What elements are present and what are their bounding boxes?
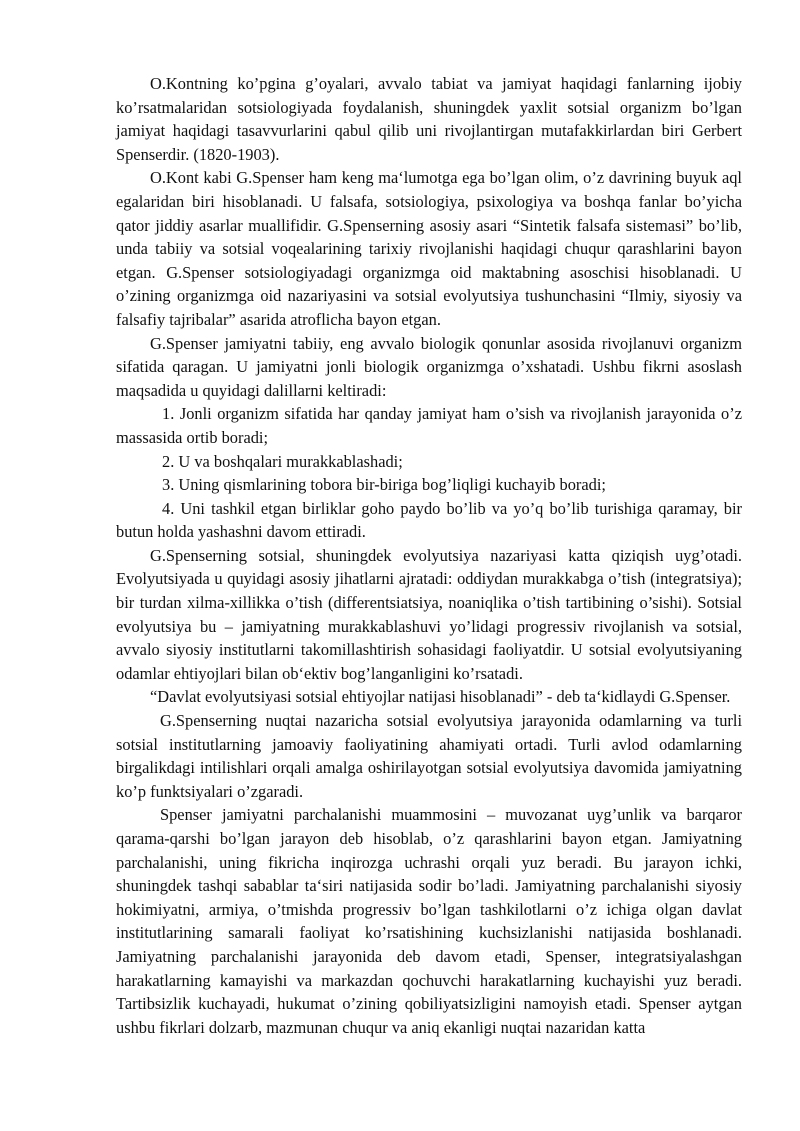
list-item-4: 4. Uni tashkil etgan birliklar goho paydo bo’lib va yo’q bo’lib turishiga qaramay, bir butun holda yashashni davom ettiradi.: [116, 498, 742, 542]
paragraph-disintegration: Spenser jamiyatni parchalanishi muammosini – muvozanat uyg’unlik va barqaror qarama-qarshi bo’lgan jarayon deb hisoblab, o’z qarashlarini bayon etgan. Jamiyatning parchalanishi, uning fikricha inqirozga uchrashi orqali yuz beradi. Bu jarayon ichki, shuningdek tashqi sabablar ta‘siri natijasida sodir bo’ladi. Jamiyatning parchalanishi siyosiy hokimiyatni, armiya, o’tmishda progressiv bo’lgan tashkilotlarni o’z ichiga olgan davlat institutlarining samarali faoliyat ko’rsatishining kuchsizlanishi natijasida boshlanadi. Jamiyatning parchalanishi jarayonida deb davom etadi, Spenser, integratsiyalashgan harakatlarning kamayishi va markazdan qochuvchi harakatlarning kuchayishi yuz beradi. Tartibsizlik kuchayadi, hukumat o’zining qobiliyatsizligini namoyish etadi. Spenser aytgan ushbu fikrlari dolzarb, mazmunan chuqur va aniq ekanligi nuqtai nazaridan katta: [116, 805, 742, 1037]
paragraph-evolution: G.Spenserning sotsial, shuningdek evolyutsiya nazariyasi katta qiziqish uyg’otadi. Evolyutsiyada u quyidagi asosiy jihatlarni ajratadi: oddiydan murakkabga o’tish (integratsiya); bir turdan xilma-xillikka o’tish (differentsiatsiya, noaniqlika o’tish tartibining o’sishi). Sotsial evolyutsiya bu – jamiyatning murakkablashuvi yo’lidagi progressiv rivojlanish va sotsial, avvalo siyosiy institutlarni takomillashtirish sohasidagi faoliyatdir. U sotsial evolyutsiyaning odamlar ehtiyojlari bilan ob‘ektiv bog’langanligini ko’rsatadi.: [116, 545, 742, 683]
list-item-1: 1. Jonli organizm sifatida har qanday jamiyat ham o’sish va rivojlanish jarayonida o’z massasida ortib boradi;: [116, 404, 742, 447]
paragraph-organism: G.Spenser jamiyatni tabiiy, eng avvalo biologik qonunlar asosida rivojlanuvi organizm sifatida qaragan. U jamiyatni jonli biologik organizmga o’xshatadi. Ushbu fikrni asoslash maqsadida u quyidagi dalillarni keltiradi:: [116, 333, 742, 400]
paragraph-quote: “Davlat evolyutsiyasi sotsial ehtiyojlar natijasi hisoblanadi” - deb ta‘kidlaydi G.Spenser.: [150, 687, 731, 707]
paragraph-spenser-bio: O.Kont kabi G.Spenser ham keng ma‘lumotga ega bo’lgan olim, o’z davrining buyuk aql egalaridan biri hisoblanadi. U falsafa, sotsiologiya, psixologiya va boshqa fanlar bo’yicha qator jiddiy asarlar muallifidir. G.Spenserning asosiy asari “Sintetik falsafa sistemasi” bo’lib, unda tabiiy va sotsial voqealarining tarixiy rivojlanishi haqidagi chuqur qarashlarini bayon etgan. G.Spenser sotsiologiyadagi organizmga oid maktabning asoschisi hisoblanadi. U o’zining organizmga oid nazariyasini va sotsial evolyutsiya tushunchasini “Ilmiy, siyosiy va falsafiy tajribalar” asarida atroflicha bayon etgan.: [116, 168, 742, 329]
list-item-3: 3. Uning qismlarining tobora bir-biriga bog’liqligi kuchayib boradi;: [162, 475, 606, 495]
paragraph-collective: G.Spenserning nuqtai nazaricha sotsial evolyutsiya jarayonida odamlarning va turli sotsial institutlarning jamoaviy faoliyatining ahamiyati ortadi. Turli avlod odamlarning birgalikdagi intilishlari orqali amalga oshirilayotgan sotsial evolyutsiya davomida jamiyatning ko’p funktsiyalari o’zgaradi.: [116, 711, 742, 801]
paragraph-intro: O.Kontning ko’pgina g’oyalari, avvalo tabiat va jamiyat haqidagi fanlarning ijobiy ko’rsatmalaridan sotsiologiyada foydalanish, shuningdek yaxlit sotsial organizm bo’lgan jamiyat haqidagi tasavvurlarini qabul qilib uni rivojlantirgan mutafakkirlardan biri Gerbert Spenserdir. (1820-1903).: [116, 74, 742, 164]
document-page: [116, 72, 742, 1039]
list-item-2: 2. U va boshqalari murakkablashadi;: [162, 451, 403, 471]
